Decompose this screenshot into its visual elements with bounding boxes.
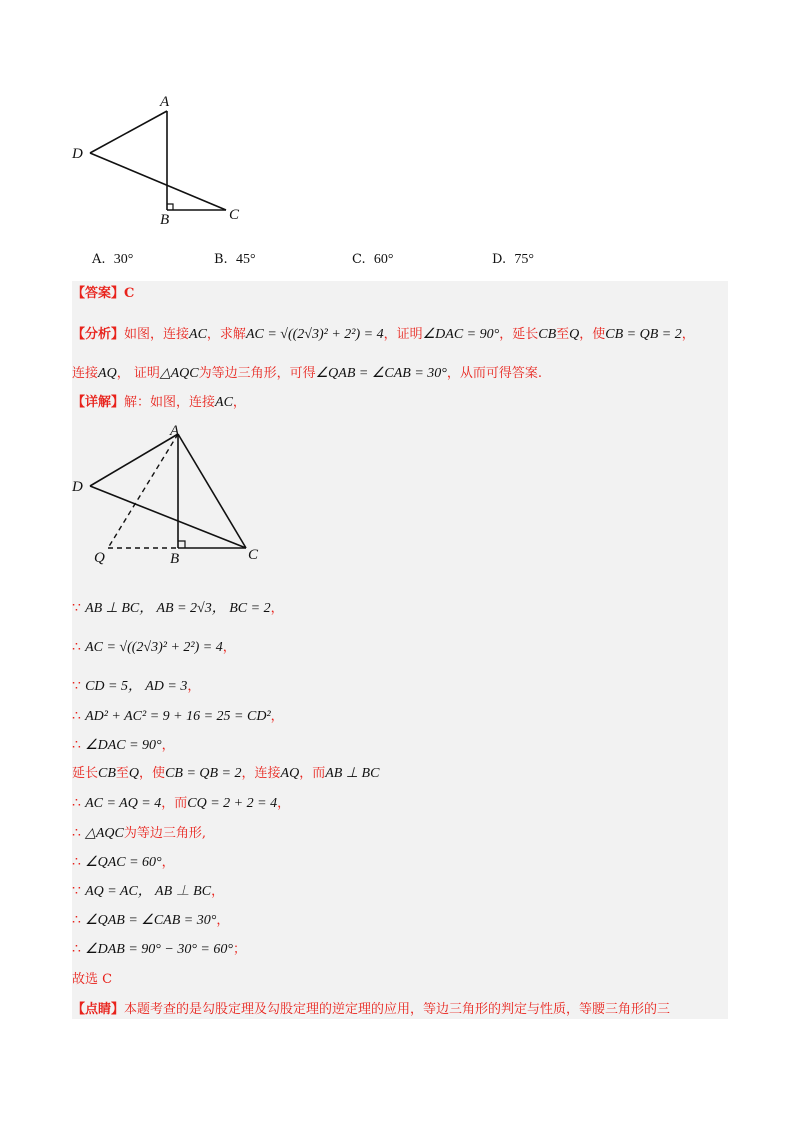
- answer-options: [92, 252, 712, 274]
- analysis-line-1: 【分析】如图，连接AC，求解AC = √((2√3)² + 2²) = 4，证明∠DAC = 90°，延长CB至Q，使CB = QB = 2，: [72, 327, 695, 342]
- fig2-label-B: B: [170, 551, 180, 567]
- option-d: D. 75°: [492, 252, 534, 267]
- analysis-line-2: 连接AQ， 证明△AQC为等边三角形，可得∠QAB = ∠CAB = 30°，从而可得答案.: [72, 366, 543, 381]
- step-line: ∴ AC = √((2√3)² + 2²) = 4，: [72, 639, 236, 655]
- fig1-label-A: A: [160, 94, 170, 110]
- step-line: ∴ ∠QAC = 60°，: [72, 854, 175, 870]
- option-a: A. 30°: [92, 252, 134, 267]
- step-line: ∴ ∠DAB = 90° − 30° = 60°；: [72, 941, 246, 957]
- fig2-label-A: A: [170, 423, 180, 439]
- step-line: ∴ ∠DAC = 90°，: [72, 737, 175, 753]
- step-line: ∴ ∠QAB = ∠CAB = 30°，: [72, 912, 230, 928]
- conclusion-line: 故选 C: [72, 972, 113, 987]
- option-b: B. 45°: [214, 252, 256, 267]
- triangle-figure-1: [66, 90, 266, 230]
- triangle-figure-2: [66, 418, 276, 570]
- fig1-label-D: D: [72, 146, 83, 162]
- comment-line: 【点睛】本题考查的是勾股定理及勾股定理的逆定理的应用，等边三角形的判定与性质，等腰三角形的三: [72, 1002, 671, 1017]
- step-line: ∴ AD² + AC² = 9 + 16 = 25 = CD²，: [72, 708, 284, 724]
- step-line: ∴ △AQC为等边三角形,: [72, 825, 206, 841]
- fig2-label-Q: Q: [94, 550, 105, 566]
- option-c: C. 60°: [352, 252, 394, 267]
- detail-line: 【详解】解：如图，连接AC，: [72, 395, 246, 410]
- fig1-label-B: B: [160, 212, 170, 228]
- fig2-label-C: C: [248, 547, 259, 563]
- fig2-label-D: D: [72, 479, 83, 495]
- step-line: ∵ AB ⊥ BC， AB = 2√3， BC = 2，: [72, 600, 284, 616]
- step-line: ∵ AQ = AC， AB ⊥ BC，: [72, 883, 225, 899]
- step-line: ∵ CD = 5， AD = 3，: [72, 678, 201, 694]
- answer-line: 【答案】C: [72, 286, 135, 301]
- step-line: 延长CB至Q，使CB = QB = 2，连接AQ，而AB ⊥ BC: [72, 766, 380, 781]
- fig1-label-C: C: [229, 207, 240, 223]
- step-line: ∴ AC = AQ = 4，而CQ = 2 + 2 = 4，: [72, 795, 291, 811]
